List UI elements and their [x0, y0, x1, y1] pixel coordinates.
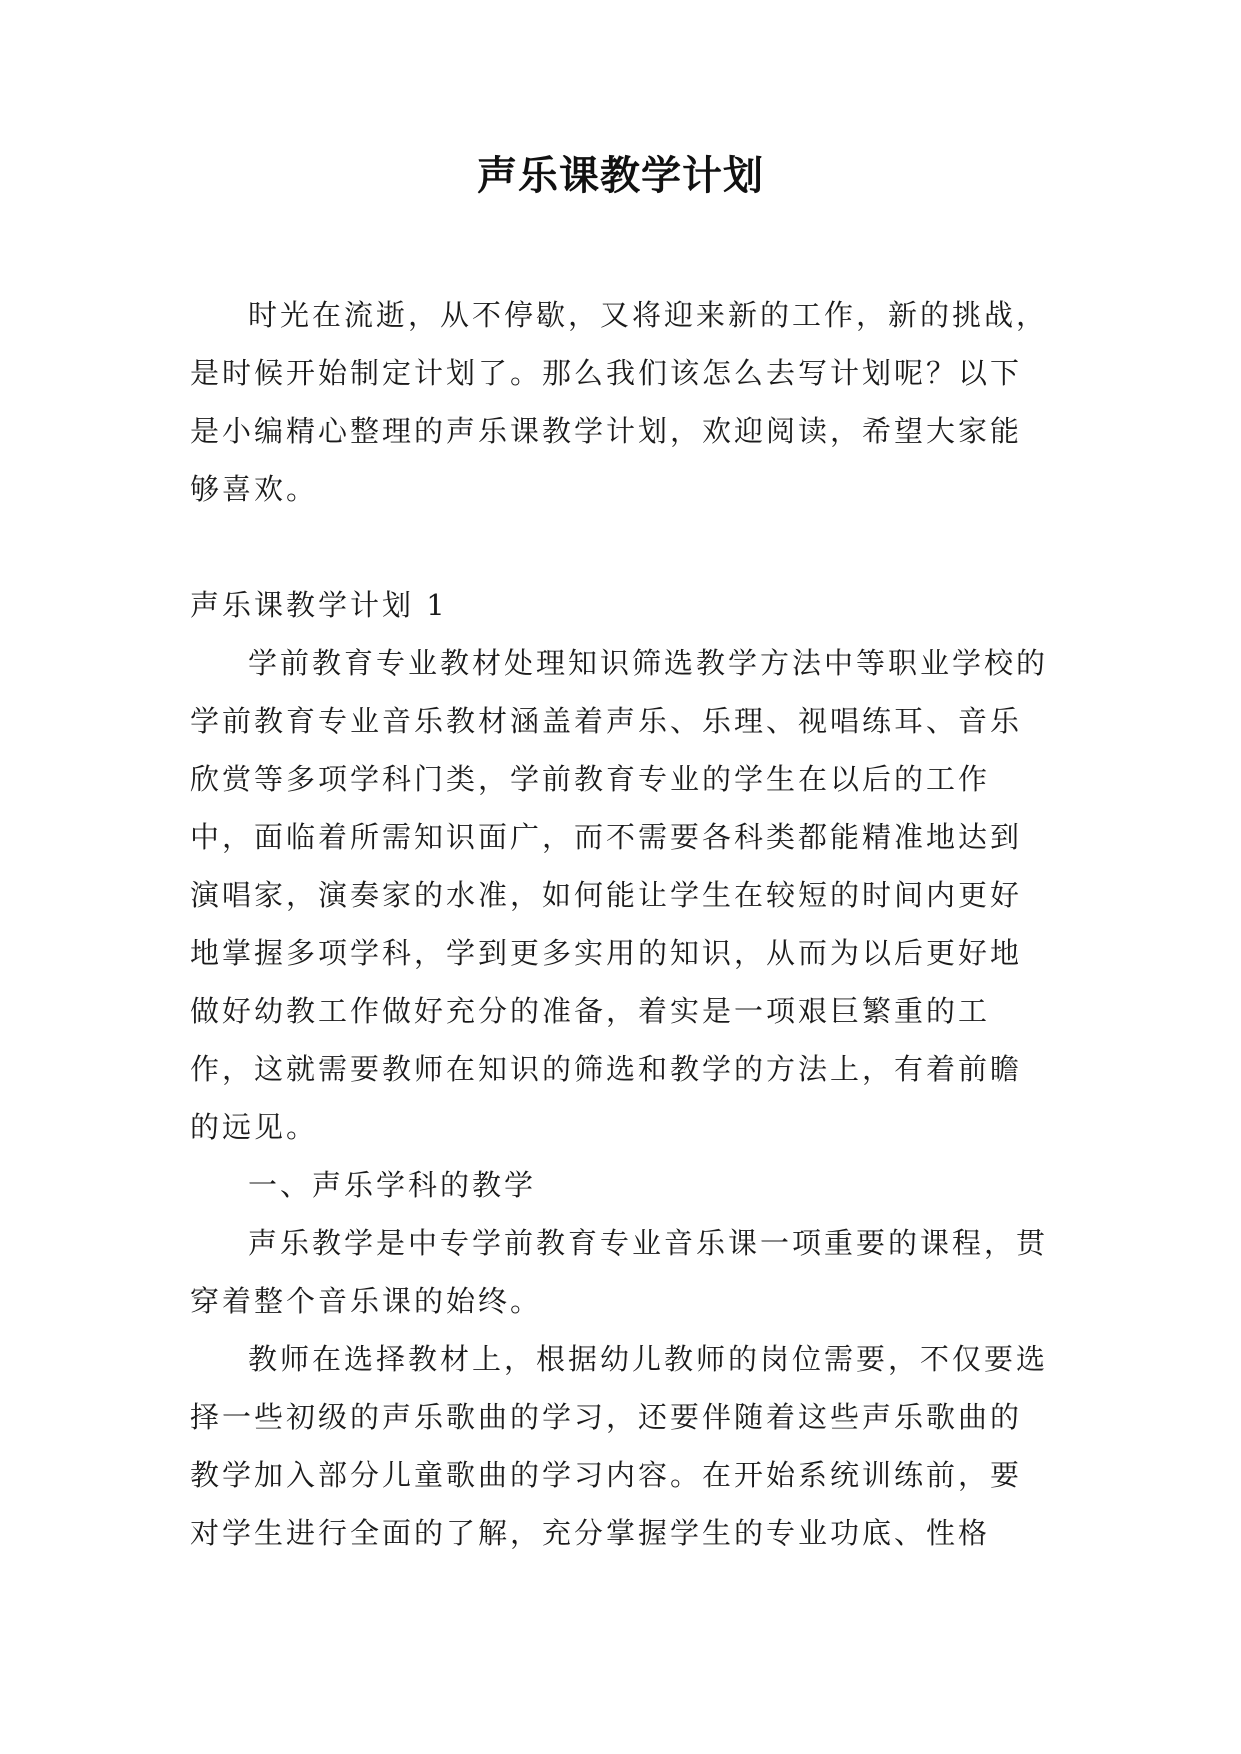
- document-title: 声乐课教学计划: [477, 153, 764, 199]
- body-paragraph: 声乐教学是中专学前教育专业音乐课一项重要的课程，贯穿着整个音乐课的始终。: [190, 1226, 1049, 1318]
- intro-paragraph: 时光在流逝，从不停歇，又将迎来新的工作，新的挑战，是时候开始制定计划了。那么我们该怎么去写计划呢？以下是小编精心整理的声乐课教学计划，欢迎阅读，希望大家能够喜欢。: [190, 298, 1049, 506]
- body-paragraph: 学前教育专业教材处理知识筛选教学方法中等职业学校的学前教育专业音乐教材涵盖着声乐、乐理、视唱练耳、音乐欣赏等多项学科门类，学前教育专业的学生在以后的工作中，面临着所需知识面广，而不需要各科类都能精准地达到演唱家，演奏家的水准，如何能让学生在较短的时间内更好地掌握多项学科，学到更多实用的知识，从而为以后更好地做好幼教工作做好充分的准备，着实是一项艰巨繁重的工作，这就需要教师在知识的筛选和教学的方法上，有着前瞻的远见。: [190, 646, 1049, 1144]
- document-body: [190, 286, 1050, 1562]
- section-heading: 声乐课教学计划 1: [190, 588, 448, 622]
- paragraph-spacer: [190, 518, 1050, 576]
- body-paragraph: 教师在选择教材上，根据幼儿教师的岗位需要，不仅要选择一些初级的声乐歌曲的学习，还要伴随着这些声乐歌曲的教学加入部分儿童歌曲的学习内容。在开始系统训练前，要对学生进行全面的了解，充分掌握学生的专业功底、性格: [190, 1342, 1049, 1550]
- subsection-heading: 一、声乐学科的教学: [248, 1168, 537, 1202]
